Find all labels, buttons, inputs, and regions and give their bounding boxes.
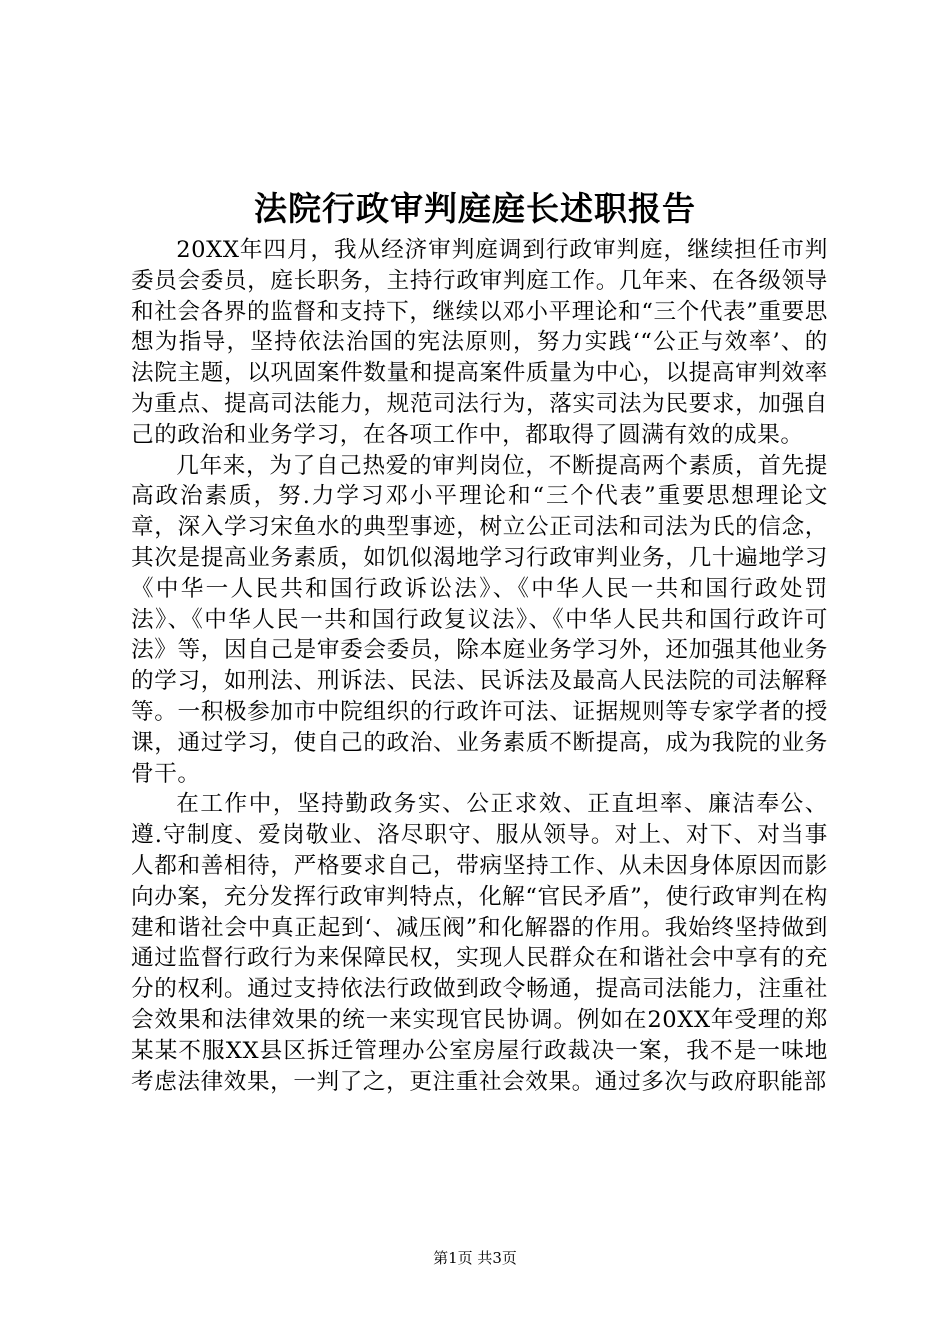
page-footer: 第1页 共3页 <box>433 1249 517 1267</box>
paragraph-1: 20XX年四月，我从经济审判庭调到行政审判庭，继续担任市判委员会委员，庭长职务，主持行政审判庭工作。几年来、在各级领导和社会各界的监督和支持下，继续以邓小平理论和“三个代表”重要思想为指导，坚持依法治国的宪法原则，努力实践‘“公正与效率’、的法院主题，以巩固案件数量和提高案件质量为中心，以提高审判效率为重点、提高司法能力，规范司法行为，落实司法为民要求，加强自己的政治和业务学习，在各项工作中，都取得了圆满有效的成果。 <box>131 237 828 448</box>
paragraph-3: 在工作中，坚持勤政务实、公正求效、正直坦率、廉洁奉公、遵.守制度、爱岗敬业、洛尽职守、服从领导。对上、对下、对当事人都和善相待，严格要求自己，带病坚持工作、从未因身体原因而影向办案，充分发挥行政审判特点，化解“官民矛盾”，使行政审判在构建和谐社会中真正起到‘、减压阀”和化解器的作用。我始终坚持做到通过监督行政行为来保障民权，实现人民群众在和谐社会中享有的充分的权利。通过支持依法行政做到政令畅通，提高司法能力，注重社会效果和法律效果的统一来实现官民协调。例如在20XX年受理的郑某某不服XX县区拆迁管理办公室房屋行政裁决一案，我不是一味地考虑法律效果，一判了之，更注重社会效果。通过多次与政府职能部 <box>131 791 828 1095</box>
paragraph-2: 几年来，为了自己热爱的审判岗位，不断提高两个素质，首先提高政治素质，努.力学习邓小平理论和“三个代表”重要思想理论文章，深入学习宋鱼水的典型事迹，树立公正司法和司法为氏的信念，其次是提高业务素质，如饥似渴地学习行政审判业务，几十遍地学习《中华一人民共和国行政诉讼法》、《中华人民一共和国行政处罚法》、《中华人民一共和国行政复议法》、《中华人民共和国行政许可法》等，因自己是审委会委员，除本庭业务学习外，还加强其他业务的学习，如刑法、刑诉法、民法、民诉法及最高人民法院的司法解释等。一积极参加市中院组织的行政许可法、证据规则等专家学者的授课，通过学习，使自己的政治、业务素质不断提高，成为我院的业务骨干。 <box>131 452 828 787</box>
document-body <box>131 235 828 1097</box>
document-title: 法院行政审判庭庭长述职报告 <box>254 189 696 228</box>
